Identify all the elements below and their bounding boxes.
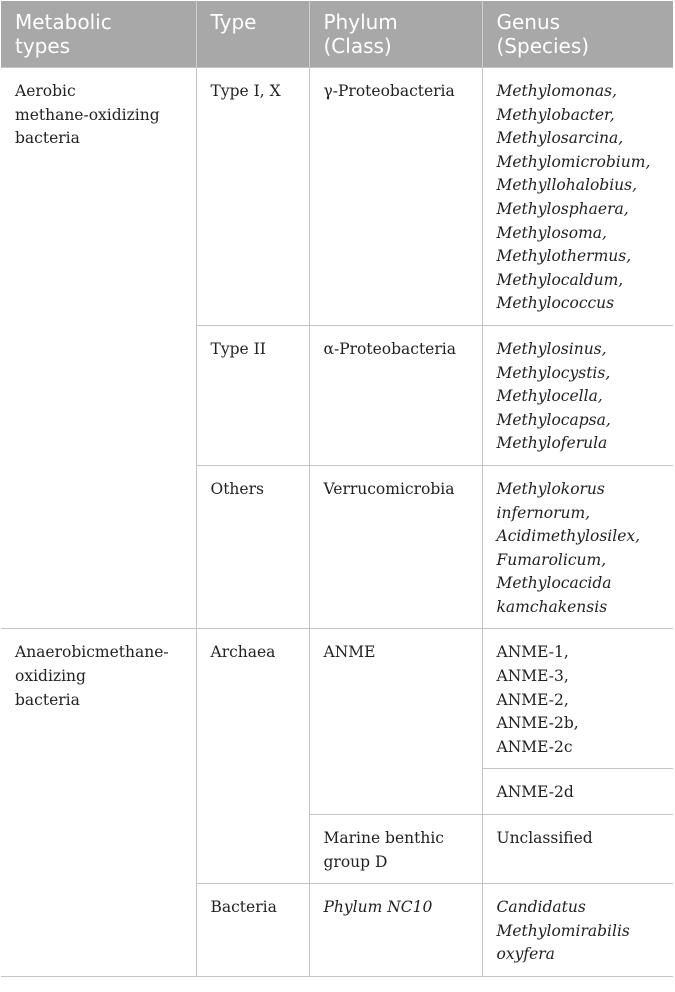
cell-genus: Methylomonas, Methylobacter, Methylosarcina, Methylomicrobium, Methyllohalobius, Methylosphaera, Methylosoma, Methylothermus, Methylocaldum, Methylococcus (482, 68, 673, 326)
cell-type: Type I, X (196, 68, 309, 326)
cell-phylum: Phylum NC10 (309, 884, 482, 977)
table-row (1, 68, 673, 326)
cell-phylum: Marine benthic group D (309, 815, 482, 884)
cell-phylum: γ-Proteobacteria (309, 68, 482, 326)
cell-type: Archaea (196, 629, 309, 884)
table-row (1, 629, 673, 769)
header-type: Type (196, 1, 309, 68)
header-metabolic-types: Metabolic types (1, 1, 196, 68)
header-genus: Genus (Species) (482, 1, 673, 68)
header-row (1, 1, 673, 68)
cell-type: Bacteria (196, 884, 309, 977)
cell-phylum: ANME (309, 629, 482, 815)
cell-genus: Methylosinus, Methylocystis, Methylocella, Methylocapsa, Methyloferula (482, 325, 673, 465)
cell-phylum: α-Proteobacteria (309, 325, 482, 465)
cell-genus: ANME-1, ANME-3, ANME-2, ANME-2b, ANME-2c (482, 629, 673, 769)
cell-type: Others (196, 465, 309, 629)
cell-phylum: Verrucomicrobia (309, 465, 482, 629)
cell-genus: Candidatus Methylomirabilis oxyfera (482, 884, 673, 977)
header-phylum: Phylum (Class) (309, 1, 482, 68)
cell-aerobic-label: Aerobic methane-oxidizing bacteria (1, 68, 196, 629)
cell-genus: Methylokorus infernorum, Acidimethylosilex, Fumarolicum, Methylocacida kamchakensis (482, 465, 673, 629)
cell-anaerobic-label: Anaerobicmethane- oxidizing bacteria (1, 629, 196, 977)
cell-type: Type II (196, 325, 309, 465)
methane-oxidizers-table (1, 1, 673, 977)
cell-genus: Unclassified (482, 815, 673, 884)
cell-genus: ANME-2d (482, 769, 673, 815)
